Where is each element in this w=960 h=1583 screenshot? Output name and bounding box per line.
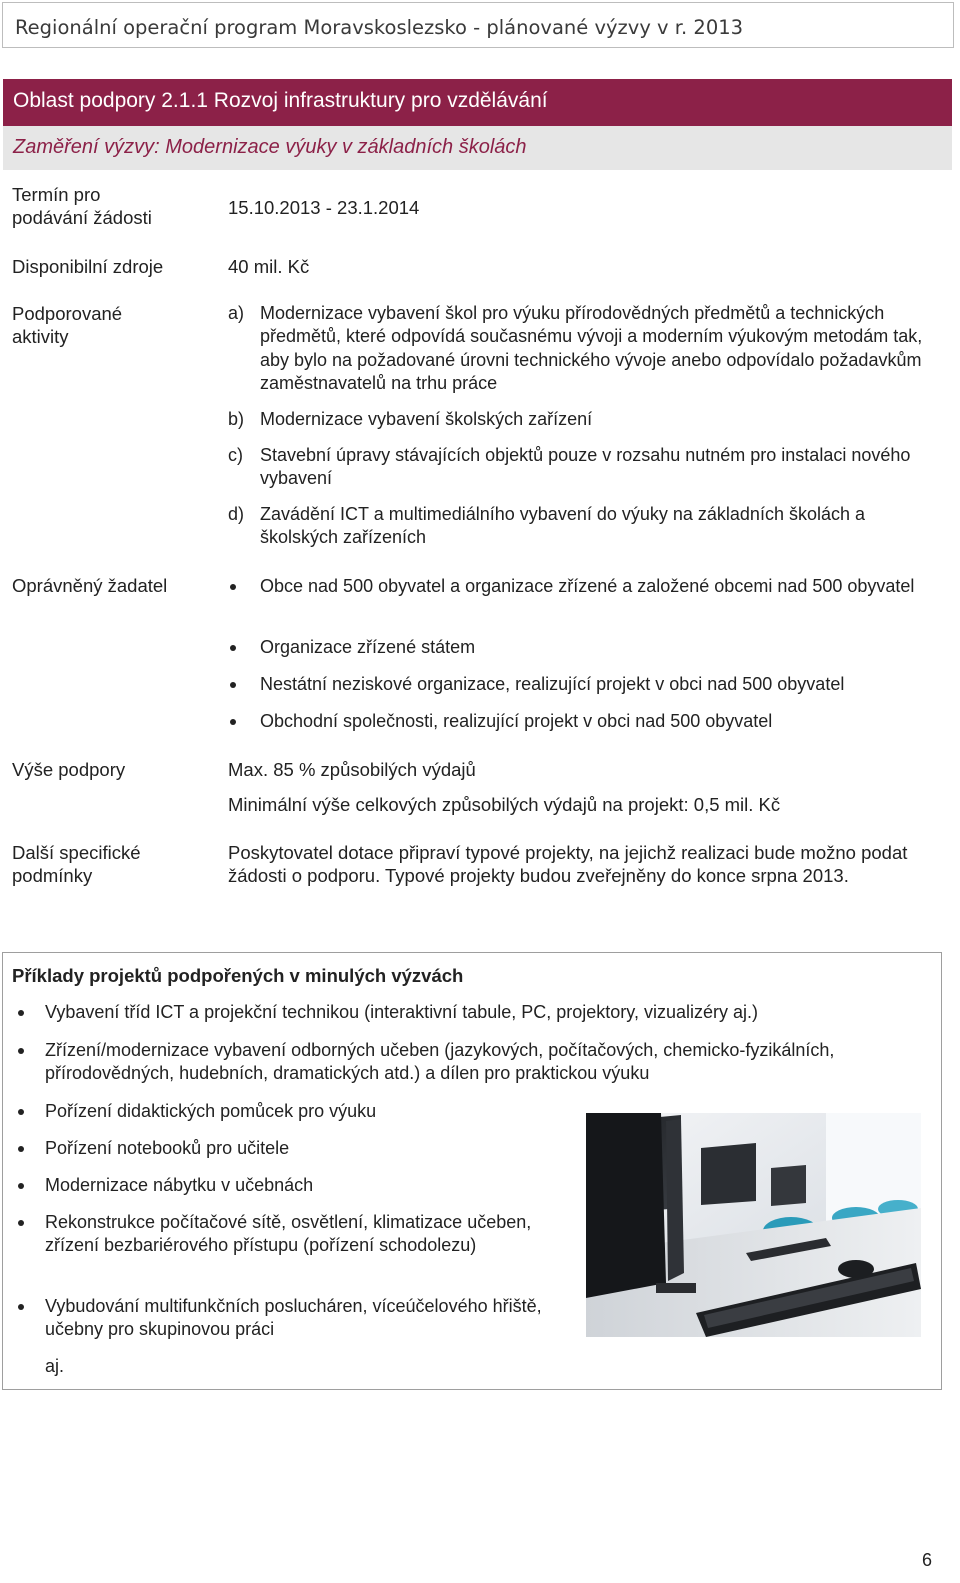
activity-text: Modernizace vybavení školských zařízení bbox=[260, 409, 593, 429]
termin-value: 15.10.2013 - 23.1.2014 bbox=[228, 197, 420, 218]
example-item: Rekonstrukce počítačové sítě, osvětlení, klimatizace učeben, zřízení bezbariérového přístupu (pořízení schodolezu) bbox=[45, 1212, 532, 1256]
zamereni-banner bbox=[3, 126, 952, 170]
zadatel-item: Obce nad 500 obyvatel a organizace zřízené a založené obcemi nad 500 obyvatel bbox=[260, 576, 915, 596]
zadatel-item: Nestátní neziskové organizace, realizující projekt v obci nad 500 obyvatel bbox=[260, 674, 845, 694]
examples-footer: aj. bbox=[45, 1356, 65, 1376]
activity-letter: b) bbox=[228, 409, 245, 429]
activity-letter: c) bbox=[228, 445, 243, 465]
bullet-icon bbox=[18, 1146, 24, 1152]
bullet-icon bbox=[18, 1304, 24, 1310]
bullet-icon bbox=[230, 584, 236, 590]
dalsi-label-line2: podmínky bbox=[12, 865, 93, 886]
bullet-icon bbox=[18, 1048, 24, 1054]
computer-classroom-photo bbox=[586, 1113, 921, 1337]
bullet-icon bbox=[18, 1010, 24, 1016]
oblast-title: Oblast podpory 2.1.1 Rozvoj infrastruktury pro vzdělávání bbox=[13, 89, 548, 112]
document-header bbox=[2, 2, 954, 48]
vyse-value-min: Minimální výše celkových způsobilých výdajů na projekt: 0,5 mil. Kč bbox=[228, 794, 781, 815]
document-title: Regionální operační program Moravskoslezsko - plánované výzvy v r. 2013 bbox=[15, 16, 744, 39]
vyse-value-max: Max. 85 % způsobilých výdajů bbox=[228, 759, 476, 780]
aktivity-label bbox=[12, 302, 122, 348]
zadatel-label: Oprávněný žadatel bbox=[12, 575, 168, 596]
termin-label bbox=[12, 183, 152, 229]
zadatel-item: Obchodní společnosti, realizující projekt v obci nad 500 obyvatel bbox=[260, 711, 773, 731]
dalsi-label-line1: Další specifické bbox=[12, 842, 141, 863]
zdroje-label: Disponibilní zdroje bbox=[12, 256, 164, 277]
bullet-icon bbox=[230, 645, 236, 651]
examples-title: Příklady projektů podpořených v minulých výzvách bbox=[12, 965, 464, 986]
dalsi-label bbox=[12, 841, 141, 887]
example-item: Vybavení tříd ICT a projekční technikou (interaktivní tabule, PC, projektory, vizualizéry aj.) bbox=[45, 1002, 758, 1022]
aktivity-label-line1: Podporované bbox=[12, 303, 123, 324]
activity-letter: d) bbox=[228, 504, 245, 524]
bullet-icon bbox=[18, 1183, 24, 1189]
example-item: Vybudování multifunkčních poslucháren, víceúčelového hřiště, učebny pro skupinovou práci bbox=[45, 1296, 542, 1340]
oblast-banner bbox=[3, 79, 952, 126]
zdroje-value: 40 mil. Kč bbox=[228, 256, 310, 277]
activity-text: Zavádění ICT a multimediálního vybavení do výuky na základních školách a školských zařízeních bbox=[260, 504, 865, 548]
bullet-icon bbox=[230, 682, 236, 688]
example-item: Zřízení/modernizace vybavení odborných učeben (jazykových, počítačových, chemicko-fyzikálních, přírodovědných, hudebních, dramatických atd.) a dílen pro praktickou výuku bbox=[45, 1040, 835, 1084]
zadatel-item: Organizace zřízené státem bbox=[260, 637, 476, 657]
example-item: Pořízení didaktických pomůcek pro výuku bbox=[45, 1101, 377, 1121]
bullet-icon bbox=[18, 1220, 24, 1226]
bullet-icon bbox=[18, 1109, 24, 1115]
example-item: Modernizace nábytku v učebnách bbox=[45, 1175, 314, 1195]
example-item: Pořízení notebooků pro učitele bbox=[45, 1138, 290, 1158]
activity-text: Stavební úpravy stávajících objektů pouze v rozsahu nutném pro instalaci nového vybavení bbox=[260, 445, 911, 489]
activity-text: Modernizace vybavení škol pro výuku přírodovědných předmětů a technických předmětů, které odpovídá současnému vývoji a moderním výukovým metodám tak, aby bylo na požadované úrovni technického vývoje anebo odpovídalo požadavkům zaměstnavatelů na trhu práce bbox=[260, 303, 923, 394]
zamereni-title: Zaměření výzvy: Modernizace výuky v základních školách bbox=[13, 136, 527, 158]
activity-letter: a) bbox=[228, 303, 245, 323]
aktivity-label-line2: aktivity bbox=[12, 326, 69, 347]
bullet-icon bbox=[230, 719, 236, 725]
termin-label-line2: podávání žádosti bbox=[12, 207, 152, 228]
dalsi-value: Poskytovatel dotace připraví typové projekty, na jejichž realizaci bude možno podat žádosti o podporu. Typové projekty budou zveřejněny do konce srpna 2013. bbox=[228, 842, 908, 886]
vyse-label: Výše podpory bbox=[12, 759, 126, 780]
page-number: 6 bbox=[922, 1550, 933, 1570]
termin-label-line1: Termín pro bbox=[12, 184, 101, 205]
